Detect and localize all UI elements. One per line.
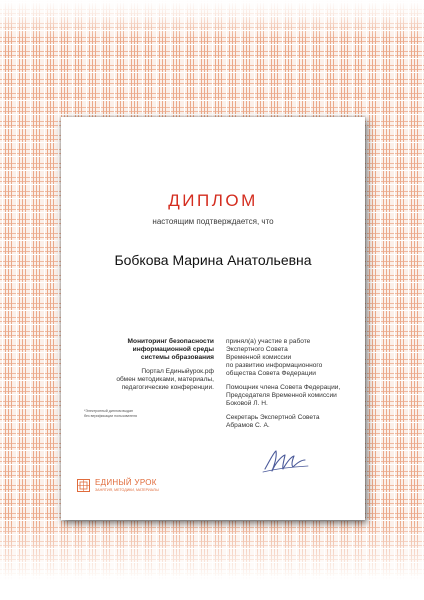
edinyi-urok-logo [77,477,197,497]
assistant-line: Председателя Временной комиссии [226,392,337,399]
logo-tagline: ЗАНЯТИЯ, МЕТОДИКИ, МАТЕРИАЛЫ [95,488,159,492]
signature-icon [261,447,311,475]
background-fade-bottom [0,520,424,600]
secretary-line: Абрамов С. А. [226,422,270,429]
assistant-line: Помощник члена Совета Федерации, [226,384,341,391]
project-line: информационной среды [132,346,214,353]
participation-line: по развитию информационного [226,362,323,369]
participation-line: принял(а) участие в работе [226,338,311,345]
portal-name: Портал Единыйурок.рф [141,368,214,375]
logo-name: ЕДИНЫЙ УРОК [95,478,157,487]
project-block [84,338,214,392]
participation-line: общества Совета Федерации [226,370,316,377]
recipient-name: Бобкова Марина Анатольевна [114,252,312,268]
project-line: системы образования [140,354,214,361]
portal-text-line: обмен методиками, материалы, [116,376,214,383]
project-line: Мониторинг безопасности [127,338,214,345]
diploma-title: ДИПЛОМ [168,191,258,210]
secretary-line: Секретарь Экспертной Совета [226,414,320,421]
diploma-subtitle: настоящим подтверждается, что [152,217,274,226]
logo-grid-icon [77,479,90,492]
participation-line: Экспертного Совета [226,346,288,353]
diploma-sheet [61,117,365,520]
footnote-line: без верификации пользователя [84,414,137,418]
participation-line: Временной комиссии [226,354,292,361]
footnote [84,409,204,419]
background-fade-top [0,0,424,40]
footnote-line: *Электронный диплом выдан [84,409,133,413]
portal-text-line: педагогические конференции. [121,384,214,391]
participation-block [226,338,356,430]
assistant-line: Боковой Л. Н. [226,400,268,407]
